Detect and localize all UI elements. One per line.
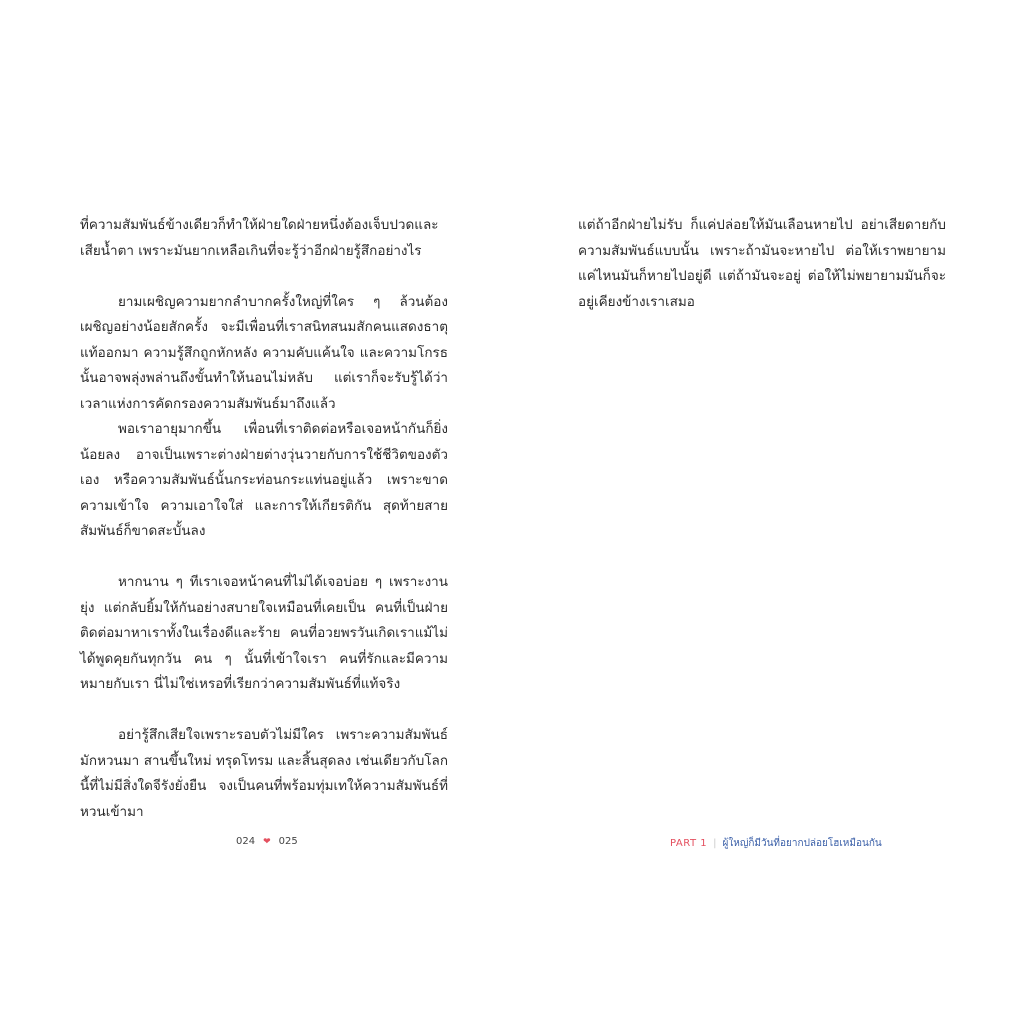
paragraph-gap xyxy=(80,545,448,571)
body-paragraph: ยามเผชิญความยากลำบากครั้งใหญ่ที่ใคร ๆ ล้วนต้องเผชิญอย่างน้อยสักครั้ง จะมีเพื่อนที่เราสนิทสนมสักคนแสดงธาตุแท้ออกมา ความรู้สึกถูกหักหลัง ความคับแค้นใจ และความโกรธนั้นอาจพลุ่งพล่านถึงขั้นทำให้นอนไม่หลับ แต่เราก็จะรับรู้ได้ว่า เวลาแห่งการคัดกรองความสัมพันธ์มาถึงแล้ว xyxy=(80,293,448,412)
body-paragraph: พอเราอายุมากขึ้น เพื่อนที่เราติดต่อหรือเจอหน้ากันก็ยิ่งน้อยลง อาจเป็นเพราะต่างฝ่ายต่างวุ่นวายกับการใช้ชีวิตของตัวเอง หรือความสัมพันธ์นั้นกระท่อนกระแท่นอยู่แล้ว เพราะขาดความเข้าใจ ความเอาใจใส่ และการให้เกียรติกัน สุดท้ายสายสัมพันธ์ก็ขาดสะบั้นลง xyxy=(80,421,448,539)
paragraph-gap xyxy=(80,698,448,724)
paragraph-gap xyxy=(80,264,448,290)
body-paragraph: แต่ถ้าอีกฝ่ายไม่รับ ก็แค่ปล่อยให้มันเลือนหายไป อย่าเสียดายกับความสัมพันธ์แบบนั้น เพราะถ้ามันจะหายไป ต่อให้เราพยายามแค่ไหนมันก็หายไปอยู่ดี แต่ถ้ามันจะอยู่ ต่อให้ไม่พยายามมันก็จะอยู่เคียงข้างเราเสมอ xyxy=(578,217,946,310)
body-paragraph: อย่ารู้สึกเสียใจเพราะรอบตัวไม่มีใคร เพราะความสัมพันธ์มักหวนมา สานขึ้นใหม่ ทรุดโทรม และสิ้นสุดลง เช่นเดียวกับโลกนี้ที่ไม่มีสิ่งใดจีรังยั่งยืน จงเป็นคนที่พร้อมทุ่มเทให้ความสัมพันธ์ที่หวนเข้ามา xyxy=(80,727,448,820)
part-label: PART 1 xyxy=(670,838,708,849)
right-page xyxy=(512,0,1024,1024)
right-text-column xyxy=(578,213,946,315)
page-number-right: 025 xyxy=(278,836,298,847)
heart-icon: ❤ xyxy=(263,836,271,847)
part-separator: | xyxy=(713,838,717,849)
page-number-footer xyxy=(236,836,298,847)
body-paragraph: หากนาน ๆ ทีเราเจอหน้าคนที่ไม่ได้เจอบ่อย ๆ เพราะงานยุ่ง แต่กลับยิ้มให้กันอย่างสบายใจเหมือนที่เคยเป็น คนที่เป็นฝ่ายติดต่อมาหาเราทั้งในเรื่องดีและร้าย คนที่อวยพรวันเกิดเราแม้ไม่ได้พูดคุยกันทุกวัน คน ๆ นั้นที่เข้าใจเรา คนที่รักและมีความหมายกับเรา นี่ไม่ใช่เหรอที่เรียกว่าความสัมพันธ์ที่แท้จริง xyxy=(80,574,448,692)
left-text-column xyxy=(80,213,448,825)
running-header xyxy=(670,836,882,851)
page-number-left: 024 xyxy=(236,836,256,847)
body-paragraph: ที่ความสัมพันธ์ข้างเดียวก็ทำให้ฝ่ายใดฝ่ายหนึ่งต้องเจ็บปวดและเสียน้ำตา เพราะมันยากเหลือเกินที่จะรู้ว่าอีกฝ่ายรู้สึกอย่างไร xyxy=(80,217,439,259)
chapter-title: ผู้ใหญ่ก็มีวันที่อยากปล่อยโฮเหมือนกัน xyxy=(722,838,882,849)
